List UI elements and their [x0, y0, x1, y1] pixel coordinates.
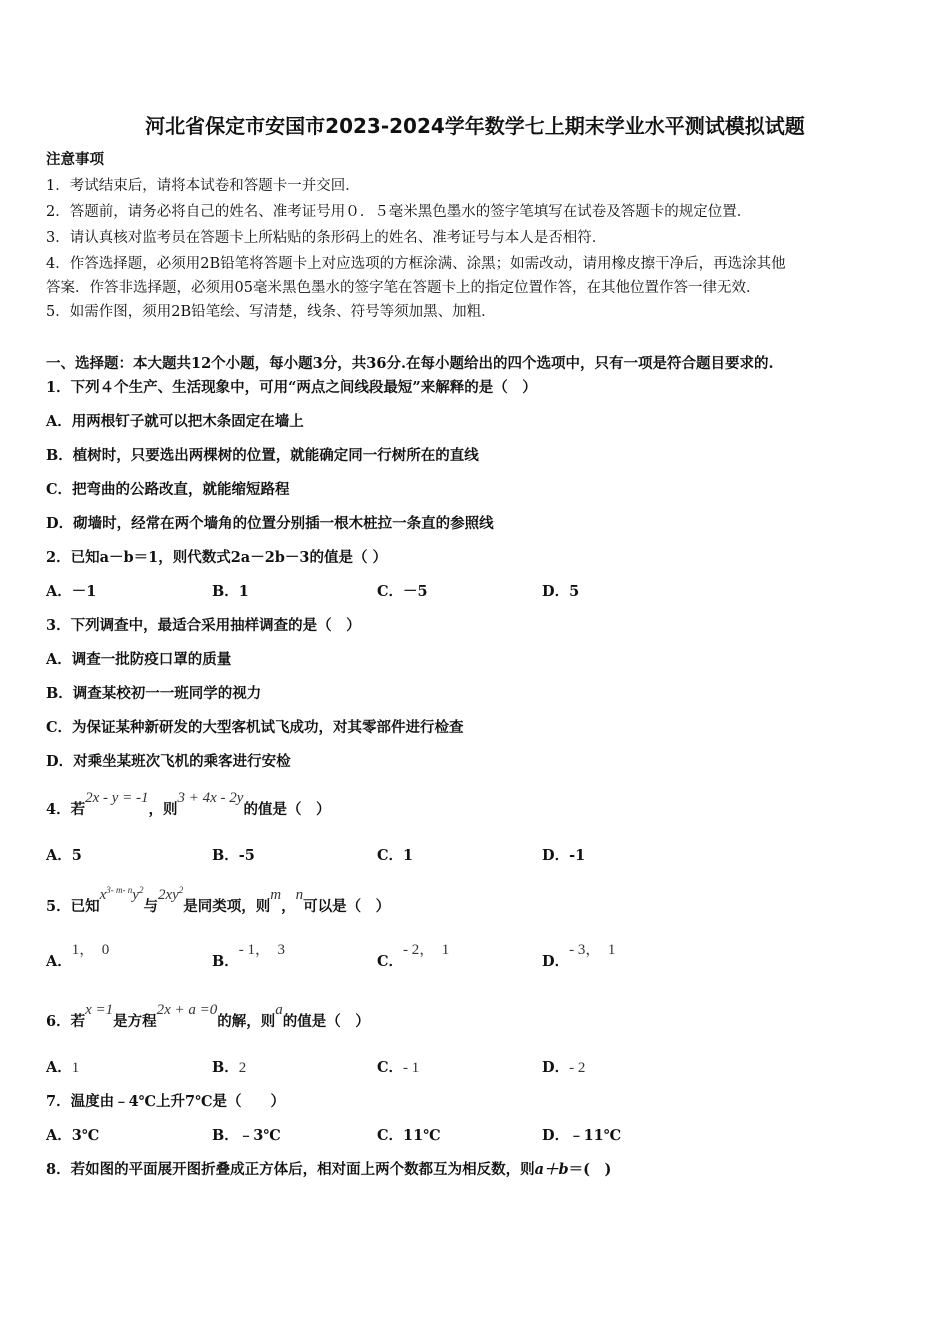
question-6-mid2: 的解，则 [217, 1013, 276, 1030]
notice-item: 1．考试结束后，请将本试卷和答题卡一并交回． [46, 178, 360, 194]
question-6-option-b [212, 1058, 246, 1078]
question-5-prefix: 5．已知 [46, 898, 100, 915]
option-label: A． [46, 1059, 72, 1076]
question-6-prefix: 6．若 [46, 1013, 86, 1030]
question-4-stem [46, 790, 331, 820]
question-5-option-a [46, 942, 110, 972]
notice-item: 5．如需作图，须用2B铅笔绘、写清楚，线条、符号等须加黑、加粗． [46, 304, 496, 320]
question-5-var-n: n [295, 887, 304, 903]
option-value: 1， 0 [71, 942, 110, 958]
question-4-expression-1: 2x - y = -1 [85, 790, 149, 806]
question-6-expression-1: x =1 [85, 1002, 114, 1018]
term-2-exponent: 2 [178, 885, 184, 895]
option-label: C． [377, 953, 404, 970]
question-7-option-d: D．﹣11℃ [542, 1127, 622, 1144]
question-5-var-m: m [270, 887, 282, 903]
option-value: - 1 [403, 1060, 420, 1076]
term-1-base-y: y [132, 887, 139, 903]
question-6-option-c [377, 1058, 419, 1078]
question-4-expression-2: 3 + 4x - 2y [177, 790, 244, 806]
notice-item: 4．作答选择题，必须用2B铅笔将答题卡上对应选项的方框涂满、涂黑；如需改动，请用橡皮擦干净后，再选涂其他 [46, 256, 786, 272]
notice-item: 答案．作答非选择题，必须用05毫米黑色墨水的签字笔在答题卡上的指定位置作答，在其他位置作答一律无效． [46, 280, 761, 296]
question-3-stem: 3．下列调查中，最适合采用抽样调查的是（ ） [46, 617, 361, 634]
question-7-option-a: A．3℃ [46, 1127, 100, 1144]
question-1-option-b: B．植树时，只要选出两棵树的位置，就能确定同一行树所在的直线 [46, 447, 479, 464]
question-1-option-a: A．用两根钉子就可以把木条固定在墙上 [46, 413, 304, 430]
question-2-option-d: D．5 [542, 583, 580, 600]
question-4-suffix: 的值是（ ） [243, 801, 331, 818]
term-1-exponent-x: 3- m- n [106, 885, 133, 895]
option-value: - 2 [569, 1060, 586, 1076]
question-5-term-2 [158, 887, 183, 903]
option-value: 1 [71, 1060, 80, 1076]
option-value: - 3， 1 [569, 942, 616, 958]
question-6-expression-2: 2x + a =0 [156, 1002, 218, 1018]
question-1-stem: 1．下列４个生产、生活现象中，可用“两点之间线段最短”来解释的是（ ） [46, 379, 537, 396]
question-8-text: 8．若如图的平面展开图折叠成正方体后，相对面上两个数都互为相反数，则 [46, 1161, 535, 1178]
question-1-option-c: C．把弯曲的公路改直，就能缩短路程 [46, 481, 290, 498]
question-6-option-a [46, 1058, 79, 1078]
question-7-stem: 7．温度由﹣4℃上升7℃是（ ） [46, 1093, 286, 1110]
question-7-option-b: B．﹣3℃ [212, 1127, 281, 1144]
page-title: 河北省保定市安国市2023-2024学年数学七上期末学业水平测试模拟试题 [145, 114, 805, 138]
option-label: A． [46, 953, 72, 970]
question-5-stem [46, 885, 391, 917]
question-4-option-d: D．-1 [542, 847, 586, 864]
question-4-option-c: C．1 [377, 847, 414, 864]
question-3-option-c: C．为保证某种新研发的大型客机试飞成功，对其零部件进行检查 [46, 719, 464, 736]
term-1-exponent-y: 2 [138, 885, 144, 895]
question-5-mid: 是同类项，则 [183, 898, 271, 915]
term-2-body: 2xy [157, 887, 179, 903]
notice-item: 3．请认真核对监考员在答题卡上所粘贴的条形码上的姓名、准考证号与本人是否相符． [46, 230, 607, 246]
question-2-option-b: B．1 [212, 583, 249, 600]
question-1-option-d: D．砌墙时，经常在两个墙角的位置分别插一根木桩拉一条直的参照线 [46, 515, 494, 532]
option-value: 2 [238, 1060, 247, 1076]
question-6-mid: 是方程 [113, 1013, 157, 1030]
option-label: B． [212, 1059, 239, 1076]
question-8-suffix: ＝( ) [568, 1161, 612, 1178]
question-6-suffix: 的值是（ ） [282, 1013, 370, 1030]
question-2-option-a: A．－1 [46, 583, 97, 600]
notice-item: 2．答题前，请务必将自己的姓名、准考证号用０．５毫米黑色墨水的签字笔填写在试卷及答题卡的规定位置． [46, 204, 752, 220]
question-3-option-d: D．对乘坐某班次飞机的乘客进行安检 [46, 753, 291, 770]
option-label: C． [377, 1059, 404, 1076]
question-5-and: 与 [143, 898, 158, 915]
option-value: - 2， 1 [403, 942, 450, 958]
term-1-base-x: x [99, 887, 107, 903]
question-3-option-b: B．调查某校初一一班同学的视力 [46, 685, 262, 702]
question-4-option-b: B．-5 [212, 847, 255, 864]
question-5-option-c [377, 942, 450, 972]
question-2-option-c: C．－5 [377, 583, 428, 600]
question-6-option-d [542, 1058, 585, 1078]
question-3-option-a: A．调查一批防疫口罩的质量 [46, 651, 232, 668]
question-7-option-c: C．11℃ [377, 1127, 441, 1144]
question-6-var-a: a [275, 1002, 283, 1018]
question-5-option-b [212, 942, 286, 972]
question-6-stem [46, 1002, 370, 1032]
question-5-option-d [542, 942, 616, 972]
question-8-stem [46, 1160, 611, 1180]
question-4-prefix: 4．若 [46, 801, 86, 818]
notice-heading: 注意事项 [46, 151, 104, 168]
question-4-mid: ，则 [148, 801, 178, 818]
option-label: D． [542, 953, 570, 970]
option-label: B． [212, 953, 239, 970]
section-heading: 一、选择题：本大题共12个小题，每小题3分，共36分.在每小题给出的四个选项中，只有一项是符合题目要求的. [46, 355, 774, 372]
option-value: - 1， 3 [238, 942, 286, 958]
question-5-comma: ， [281, 898, 296, 915]
question-2-stem: 2．已知a－b＝1，则代数式2a－2b－3的值是（ ） [46, 549, 388, 566]
option-label: D． [542, 1059, 570, 1076]
question-4-option-a: A．5 [46, 847, 82, 864]
question-8-expression: a＋b [534, 1161, 569, 1178]
question-5-term-1 [100, 887, 144, 903]
question-5-suffix: 可以是（ ） [303, 898, 391, 915]
